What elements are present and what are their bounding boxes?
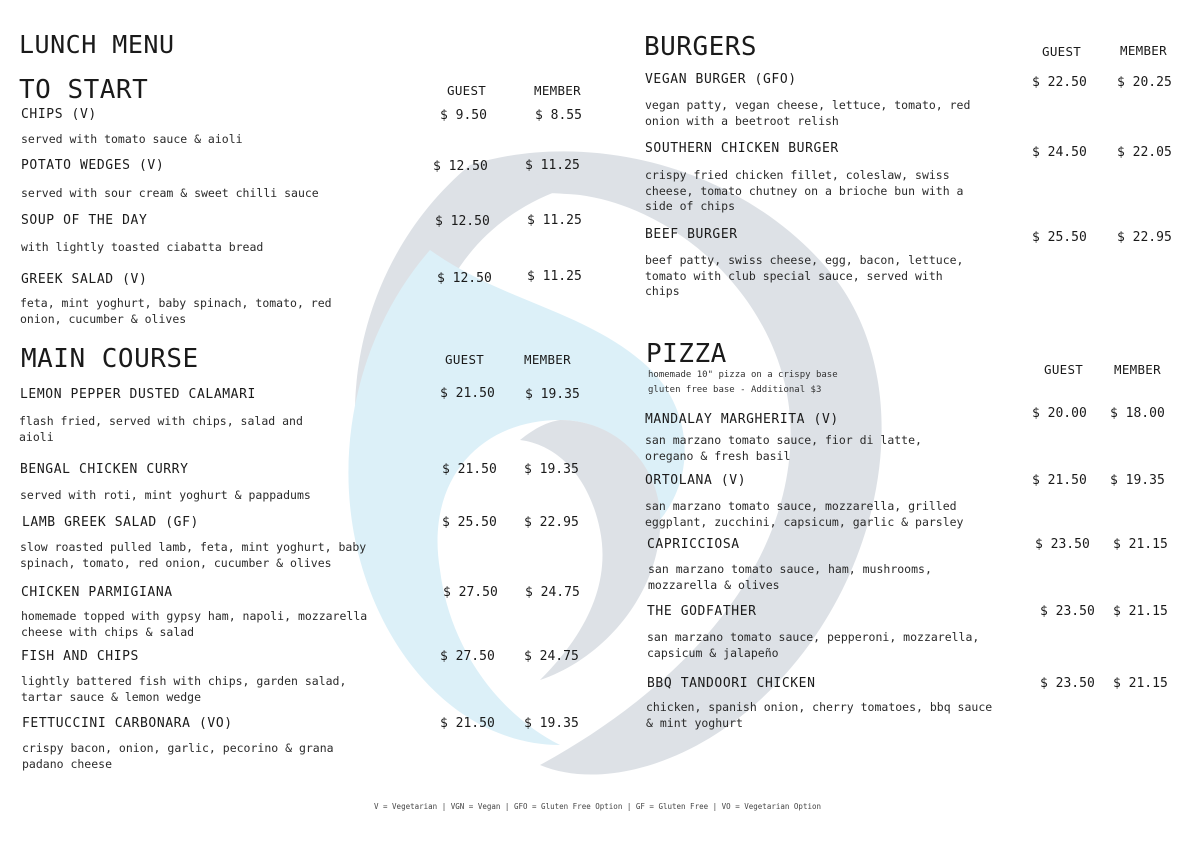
item-description: served with tomato sauce & aioli: [21, 132, 243, 146]
guest-price: $ 12.50: [435, 214, 490, 229]
guest-price: $ 25.50: [1032, 230, 1087, 245]
member-price: $ 19.35: [1110, 473, 1165, 488]
column-header-member: MEMBER: [1114, 362, 1161, 377]
guest-price: $ 21.50: [440, 386, 495, 401]
column-header-guest: GUEST: [1042, 44, 1082, 59]
member-price: $ 22.05: [1117, 145, 1172, 160]
item-description: lightly battered fish with chips, garden salad, tartar sauce & lemon wedge: [21, 674, 347, 704]
guest-price: $ 21.50: [442, 462, 497, 477]
item-name: BBQ TANDOORI CHICKEN: [647, 676, 816, 691]
item-name: MANDALAY MARGHERITA (V): [645, 412, 839, 427]
member-price: $ 21.15: [1113, 604, 1168, 619]
item-name: SOUP OF THE DAY: [21, 213, 148, 228]
item-name: BENGAL CHICKEN CURRY: [20, 462, 189, 477]
member-price: $ 22.95: [524, 515, 579, 530]
column-header-member: MEMBER: [534, 83, 581, 98]
item-name: CHICKEN PARMIGIANA: [21, 585, 173, 600]
guest-price: $ 23.50: [1040, 676, 1095, 691]
member-price: $ 20.25: [1117, 75, 1172, 90]
item-description: beef patty, swiss cheese, egg, bacon, lettuce, tomato with club special sauce, served with chips: [645, 253, 964, 298]
guest-price: $ 21.50: [1032, 473, 1087, 488]
column-header-guest: GUEST: [447, 83, 487, 98]
item-name: VEGAN BURGER (GFO): [645, 72, 797, 87]
guest-price: $ 20.00: [1032, 406, 1087, 421]
item-description: served with roti, mint yoghurt & pappadums: [20, 488, 311, 502]
item-name: FISH AND CHIPS: [21, 649, 139, 664]
item-description: san marzano tomato sauce, ham, mushrooms, mozzarella & olives: [648, 562, 932, 592]
item-name: LAMB GREEK SALAD (GF): [22, 515, 199, 530]
item-description: feta, mint yoghurt, baby spinach, tomato, red onion, cucumber & olives: [20, 296, 332, 326]
member-price: $ 19.35: [524, 716, 579, 731]
item-description: flash fried, served with chips, salad and aioli: [19, 414, 303, 444]
guest-price: $ 24.50: [1032, 145, 1087, 160]
column-header-member: MEMBER: [524, 352, 571, 367]
item-description: san marzano tomato sauce, pepperoni, mozzarella, capsicum & jalapeño: [647, 630, 980, 660]
pizza-note: gluten free base - Additional $3: [648, 385, 822, 395]
item-description: slow roasted pulled lamb, feta, mint yoghurt, baby spinach, tomato, red onion, cucumber & olives: [20, 540, 367, 570]
item-name: LEMON PEPPER DUSTED CALAMARI: [20, 387, 256, 402]
member-price: $ 11.25: [527, 213, 582, 228]
column-header-guest: GUEST: [445, 352, 485, 367]
member-price: $ 21.15: [1113, 676, 1168, 691]
column-header-member: MEMBER: [1120, 43, 1167, 58]
guest-price: $ 9.50: [440, 108, 487, 123]
item-description: served with sour cream & sweet chilli sauce: [21, 186, 319, 200]
item-name: GREEK SALAD (V): [21, 272, 148, 287]
guest-price: $ 12.50: [433, 159, 488, 174]
item-description: crispy bacon, onion, garlic, pecorino & grana padano cheese: [22, 741, 334, 771]
item-description: crispy fried chicken fillet, coleslaw, swiss cheese, tomato chutney on a brioche bun with a side of chips: [645, 168, 964, 213]
item-description: homemade topped with gypsy ham, napoli, mozzarella cheese with chips & salad: [21, 609, 368, 639]
item-name: CAPRICCIOSA: [647, 537, 740, 552]
page-title: LUNCH MENU: [19, 30, 175, 59]
section-title-main-course: MAIN COURSE: [21, 344, 199, 374]
item-description: vegan patty, vegan cheese, lettuce, tomato, red onion with a beetroot relish: [645, 98, 971, 128]
member-price: $ 19.35: [525, 387, 580, 402]
dietary-legend-footer: V = Vegetarian | VGN = Vegan | GFO = Gluten Free Option | GF = Gluten Free | VO = Vegetarian Option: [373, 802, 822, 811]
section-title-burgers: BURGERS: [644, 32, 758, 62]
item-name: FETTUCCINI CARBONARA (VO): [22, 716, 233, 731]
guest-price: $ 27.50: [443, 585, 498, 600]
guest-price: $ 25.50: [442, 515, 497, 530]
member-price: $ 11.25: [525, 158, 580, 173]
item-description: san marzano tomato sauce, fior di latte, oregano & fresh basil: [645, 433, 922, 463]
item-name: CHIPS (V): [21, 107, 97, 122]
member-price: $ 19.35: [524, 462, 579, 477]
section-title-pizza: PIZZA: [646, 339, 727, 369]
guest-price: $ 21.50: [440, 716, 495, 731]
member-price: $ 11.25: [527, 269, 582, 284]
member-price: $ 24.75: [524, 649, 579, 664]
guest-price: $ 12.50: [437, 271, 492, 286]
item-name: THE GODFATHER: [647, 604, 757, 619]
item-name: POTATO WEDGES (V): [21, 158, 165, 173]
member-price: $ 18.00: [1110, 406, 1165, 421]
pizza-note: homemade 10" pizza on a crispy base: [648, 370, 838, 380]
item-name: BEEF BURGER: [645, 227, 738, 242]
guest-price: $ 22.50: [1032, 75, 1087, 90]
member-price: $ 21.15: [1113, 537, 1168, 552]
member-price: $ 24.75: [525, 585, 580, 600]
member-price: $ 22.95: [1117, 230, 1172, 245]
item-name: ORTOLANA (V): [645, 473, 747, 488]
item-description: chicken, spanish onion, cherry tomatoes, bbq sauce & mint yoghurt: [646, 700, 993, 730]
guest-price: $ 23.50: [1040, 604, 1095, 619]
item-name: SOUTHERN CHICKEN BURGER: [645, 141, 839, 156]
guest-price: $ 23.50: [1035, 537, 1090, 552]
item-description: san marzano tomato sauce, mozzarella, grilled eggplant, zucchini, capsicum, garlic & parsley: [645, 499, 964, 529]
member-price: $ 8.55: [535, 108, 582, 123]
guest-price: $ 27.50: [440, 649, 495, 664]
item-description: with lightly toasted ciabatta bread: [21, 240, 264, 254]
section-title-to-start: TO START: [19, 75, 149, 105]
column-header-guest: GUEST: [1044, 362, 1084, 377]
